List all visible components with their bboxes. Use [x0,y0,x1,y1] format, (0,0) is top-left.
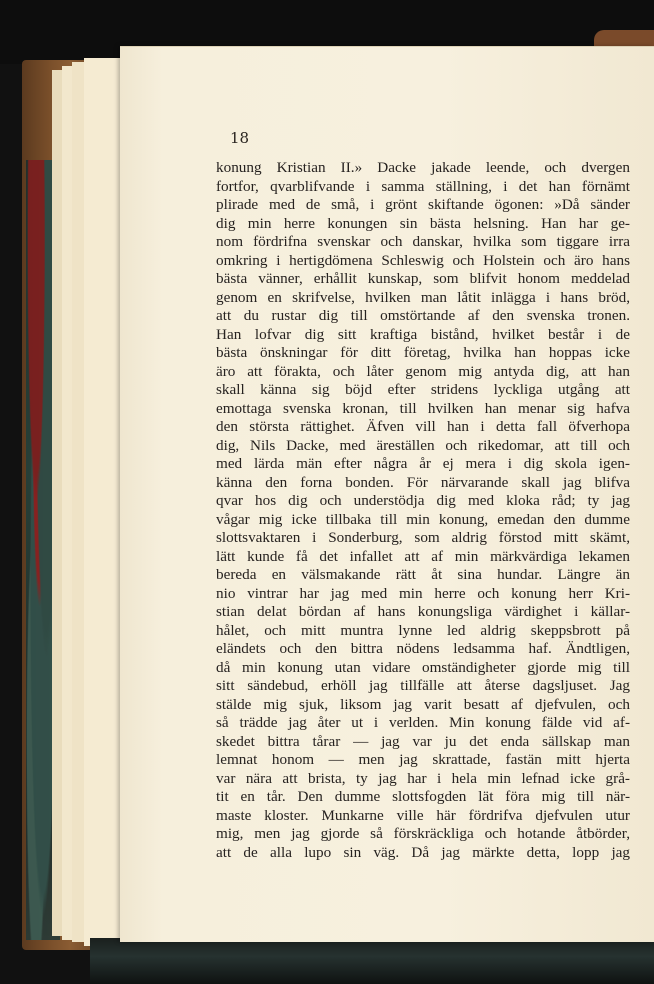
text-line: dig, Nils Dacke, med äreställen och rikedomar, att till och [216,436,630,454]
text-line: stian delat bördan af hans konungsliga värdighet i källar- [216,603,630,620]
text-line: omkring i hertigdömena Schleswig och Holstein och äro hans [216,251,630,269]
text-line: slottsvaktaren i Sonderburg, som aldrig förstod mitt skämt, [216,529,630,546]
text-line: att de alla lupo sin väg. Då jag märkte detta, lopp jag [216,843,630,861]
text-line: sitt sändebud, erhöll jag tillfälle att återse dagsljuset. Jag [216,677,630,694]
text-line: hålet, och mitt muntra lynne led aldrig skeppsbrott på [216,621,630,639]
text-line: nom fördrifna svenskar och danskar, hvilka som tiggare irra [216,233,630,250]
page-number: 18 [230,129,250,147]
text-line: emottaga svenska kronan, till hvilken han menar sig hafva [216,399,630,417]
text-line: äro att förakta, och låter genom mig antyda dig, att han [216,362,630,380]
page-edge [84,58,124,946]
text-line: dig min herre konungen sin bästa helsning. Han har ge- [216,214,630,232]
text-line: tit en tår. Den dumme slottsfogden lät föra mig till när- [216,788,630,805]
text-line: eländets och den bittra nödens ledsamma haf. Ändtligen, [216,640,630,657]
text-line: med lärda män efter några år ej mera i dig skola igen- [216,455,630,472]
text-line: vågar mig icke tillbaka till min konung, emedan den dumme [216,510,630,528]
text-line: skall känna sig böjd efter stridens lyckliga utgång att [216,381,630,398]
text-line: den största rättighet. Äfven vill han i detta fall öfverhopa [216,418,630,435]
text-line: stälde mig sjuk, liksom jag varit besatt af djefvulen, och [216,695,630,713]
text-line: lätt kunde få det infallet att af min märkvärdiga lekamen [216,547,630,565]
text-line: maste kloster. Munkarne ville här fördrifva djefvulen utur [216,806,630,824]
text-line: bästa vänner, erhållit kunskap, som blifvit honom meddelad [216,270,630,287]
text-line: Han lofvar dig sitt kraftiga bistånd, hvilket består i de [216,325,630,343]
text-line: skedet bittra tårar — jag var ju det enda sällskap man [216,732,630,750]
text-line: mig, men jag gjorde så förskräckliga och hotande åtbörder, [216,825,630,842]
text-line: då min konung utan vidare omständigheter gjorde mig till [216,658,630,676]
marbled-bottom-edge [90,938,654,984]
text-line: fortfor, qvarblifvande i samma ställning, i det han förnämt [216,177,630,195]
text-line: lemnat honom — men jag skrattade, fastän mitt hjerta [216,751,630,768]
text-line: qvar hos dig och understödja dig med kloka råd; ty jag [216,492,630,509]
text-line: bereda en välsmakande rätt åt sina hundar. Längre än [216,566,630,583]
text-line: nio vintrar har jag med min herre och konung herr Kri- [216,584,630,602]
text-line: bästa önskningar för ditt företag, hvilka han hoppas icke [216,344,630,361]
text-line: var nära att brista, ty jag har i hela min lefnad icke grå- [216,769,630,787]
book-page [120,46,654,942]
text-line: så trädde jag åter ut i verlden. Min konung fälde vid af- [216,714,630,731]
text-line: plirade med de små, i grönt skiftande ögonen: »Då sänder [216,196,630,213]
page-text [216,159,630,862]
text-line: att du rustar dig till omstörtande af den svenska tronen. [216,307,630,324]
text-line: känna den forna bonden. För närvarande skall jag blifva [216,473,630,491]
text-line: genom en skrifvelse, hvilken man låtit inlägga i hans bröd, [216,288,630,306]
text-line: konung Kristian II.» Dacke jakade leende, och dvergen [216,159,630,176]
